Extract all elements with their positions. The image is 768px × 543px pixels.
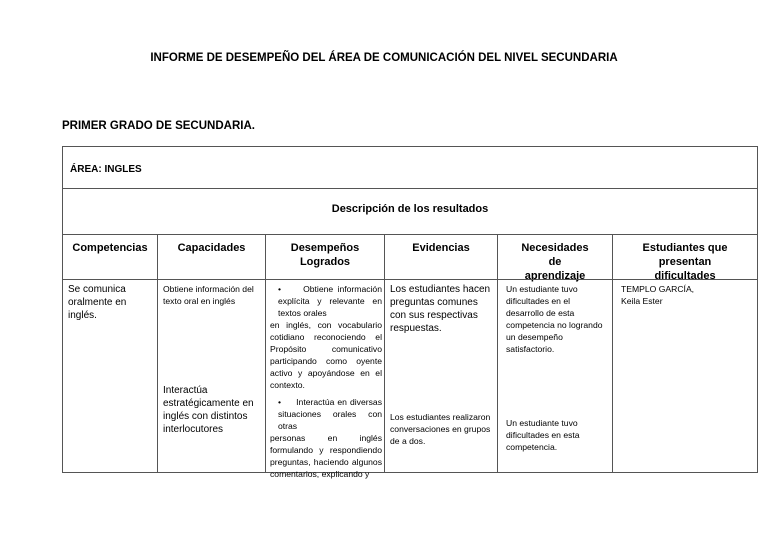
area-label: ÁREA: INGLES [70,164,142,175]
bullet-icon: • [278,397,297,407]
cell-estudiantes [612,279,758,473]
estudiantes-text: TEMPLO GARCÍA, Keila Ester [621,284,695,306]
header-text: Desempeños Logrados [290,242,360,268]
header-text: Competencias [72,242,148,254]
capacidad-text: Interactúa estratégicamente en inglés con distintos interlocutores [163,385,254,435]
header-text: Evidencias [412,242,470,254]
grade-heading: PRIMER GRADO DE SECUNDARIA. [62,120,255,132]
competencia-text: Se comunica oralmente en inglés. [68,284,127,321]
bullet-icon: • [278,284,304,294]
area-row [62,146,758,189]
evidencia-text: Los estudiantes realizaron conversaciones en grupos de a dos. [390,412,491,446]
description-header: Descripción de los resultados [331,203,489,215]
col-header-capacidades [157,234,266,280]
desempeno-block [270,283,382,391]
cell-desempenos [265,279,385,479]
evidencia-text: Los estudiantes hacen preguntas comunes con sus respectivas respuestas. [390,284,491,334]
cell-competencia [62,279,158,473]
desempeno-text: personas en inglés formulando y respondiendo preguntas, haciendo algunos comentarios, explicando y [270,433,382,479]
header-text: Capacidades [177,242,246,254]
col-header-competencias [62,234,158,280]
header-text: Estudiantes que presentan dificultades [642,242,728,282]
desempeno-text: en inglés, con vocabulario cotidiano reconociendo el Propósito comunicativo participando como oyente activo y apoyándose en el contexto. [270,320,382,390]
col-header-necesidades [497,234,613,280]
desempeno-bullet: Interactúa en diversas situaciones orales con otras [278,397,382,431]
col-header-estudiantes [612,234,758,280]
col-header-evidencias [384,234,498,280]
desempeno-bullet: Obtiene información explícita y relevante en textos orales [278,284,382,318]
col-header-desempenos [265,234,385,280]
description-row [62,188,758,235]
report-title: INFORME DE DESEMPEÑO DEL ÁREA DE COMUNICACIÓN DEL NIVEL SECUNDARIA [150,52,618,64]
cell-evidencias [384,279,498,473]
desempeno-block [270,396,382,480]
necesidad-text: Un estudiante tuvo dificultades en el desarrollo de esta competencia no logrando un desempeño satisfactorio. [506,284,603,354]
cell-capacidades [157,279,266,473]
capacidad-text: Obtiene información del texto oral en inglés [163,284,254,306]
cell-necesidades [497,279,613,473]
necesidad-text: Un estudiante tuvo dificultades en esta competencia. [506,418,580,452]
header-text: Necesidades de aprendizaje [521,242,589,282]
